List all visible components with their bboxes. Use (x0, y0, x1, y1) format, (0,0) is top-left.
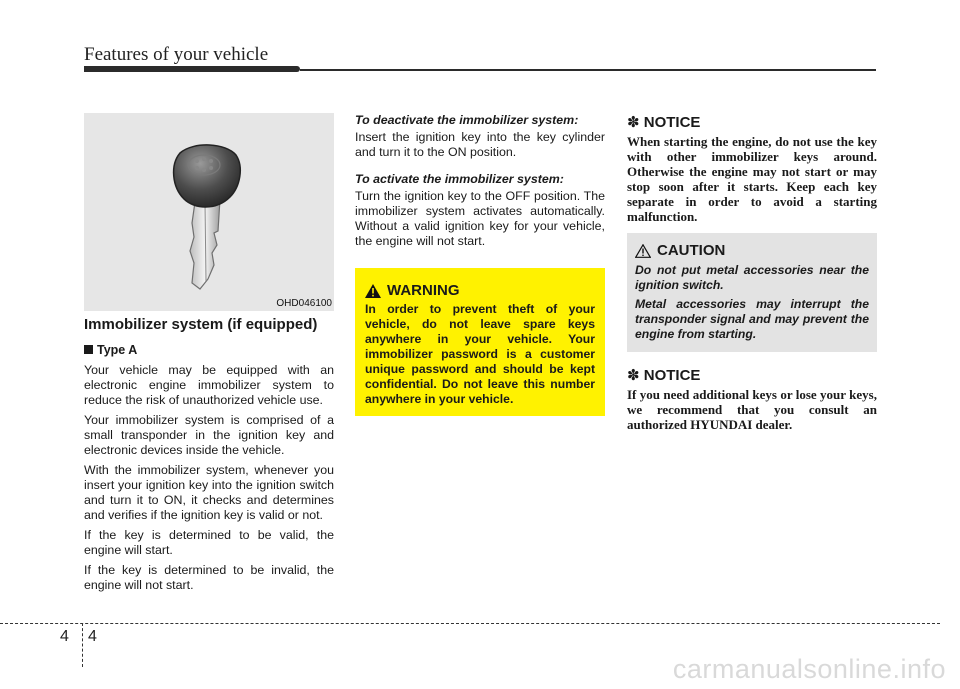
type-label (84, 343, 137, 357)
figure-code: OHD046100 (276, 298, 332, 309)
warning-label: WARNING (387, 282, 460, 299)
caution-line-1: Do not put metal accessories near the ignition switch. (635, 263, 869, 292)
notice-1-text: When starting the engine, do not use the key with other immobilizer keys around. Otherwise the engine may not start or may stop soon after it starts. Keep each key separate in order to avoid a starting malfunction. (627, 134, 877, 224)
caution-label: CAUTION (657, 242, 726, 259)
type-label-text: Type A (97, 343, 138, 357)
watermark: carmanualsonline.info (672, 654, 946, 684)
notice-2-title: ✽ NOTICE (627, 367, 701, 384)
footer-vertical-rule (82, 623, 83, 667)
notice-2-text: If you need additional keys or lose your keys, we recommend that you consult an authorized HYUNDAI dealer. (627, 387, 877, 432)
caution-triangle-icon (635, 244, 651, 258)
paragraph: Your vehicle may be equipped with an electronic engine immobilizer system to reduce the risk of unauthorized vehicle use. (84, 363, 334, 407)
activate-heading: To activate the immobilizer system: (355, 172, 564, 186)
deactivate-heading: To deactivate the immobilizer system: (355, 113, 579, 127)
warning-box (355, 268, 605, 416)
warning-text: In order to prevent theft of your vehicle, do not leave spare keys anywhere in your vehicle. Your immobilizer password is a customer unique password and should be kept confidential. Do not leave this number anywhere in your vehicle. (365, 302, 595, 406)
caution-line-2: Metal accessories may interrupt the transponder signal and may prevent the engine from starting. (635, 297, 869, 341)
warning-triangle-icon (365, 284, 381, 298)
caution-box (627, 233, 877, 352)
notice-2 (627, 366, 877, 432)
page-number: 4 (88, 628, 97, 645)
col2-text (355, 113, 605, 254)
notice-1-title: ✽ NOTICE (627, 114, 701, 131)
deactivate-text: Insert the ignition key into the key cylinder and turn it to the ON position. (355, 130, 605, 159)
page-chapter: 4 (60, 628, 69, 645)
bullet-square-icon (84, 345, 93, 354)
key-figure (84, 113, 334, 311)
header-rule-thick (84, 66, 300, 72)
section-title: Immobilizer system (if equipped) (84, 316, 318, 333)
page-header-title: Features of your vehicle (84, 44, 269, 65)
col1-paragraphs (84, 363, 334, 598)
warning-header (365, 282, 595, 299)
footer-rule (0, 623, 940, 624)
paragraph: With the immobilizer system, whenever you insert your ignition key into the ignition switch and turn it to ON, it checks and determines and verifies if the ignition key is valid or not. (84, 463, 334, 522)
activate-text: Turn the ignition key to the OFF position. The immobilizer system activates automatically. Without a valid ignition key for your vehicle, the engine will not start. (355, 189, 605, 248)
car-key-image (84, 113, 334, 311)
paragraph: Your immobilizer system is comprised of a small transponder in the ignition key and electronic devices inside the vehicle. (84, 413, 334, 457)
notice-1 (627, 113, 877, 224)
paragraph: If the key is determined to be invalid, the engine will not start. (84, 563, 334, 592)
caution-header (635, 242, 869, 259)
paragraph: If the key is determined to be valid, the engine will start. (84, 528, 334, 557)
header-rule-thin (300, 69, 876, 71)
